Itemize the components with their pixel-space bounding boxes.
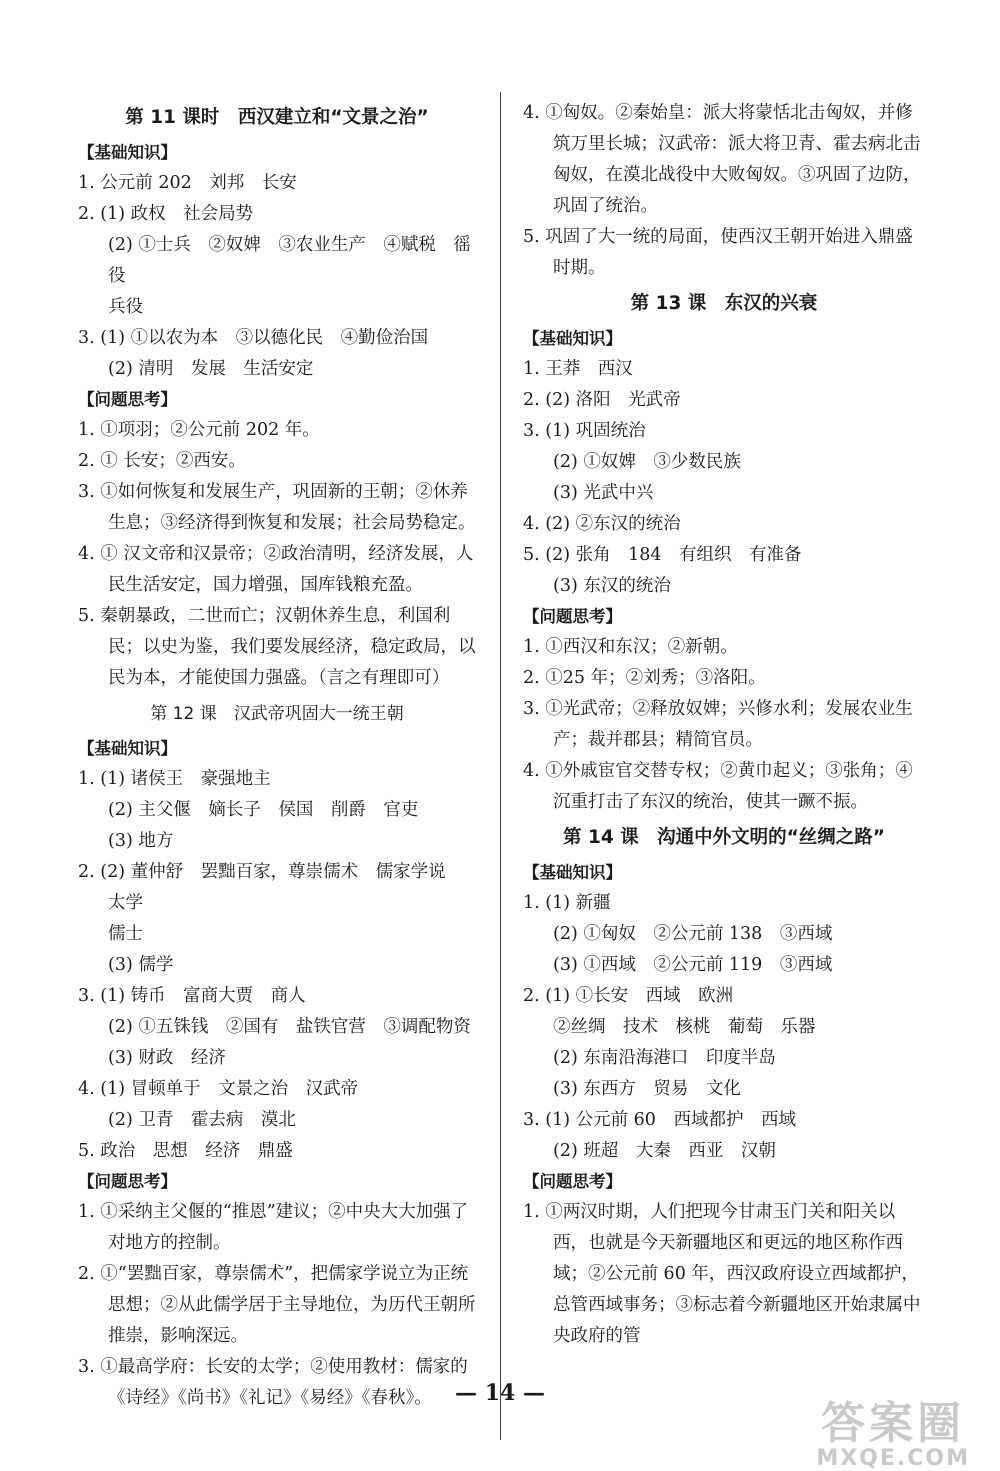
answer-line: 3. ①如何恢复和发展生产，巩固新的王朝；②休养生息；③经济得到恢复和发展；社会局势稳定。	[78, 482, 476, 533]
answer-line: 3. (1) 巩固统治	[523, 421, 646, 441]
page-number: — 14 —	[455, 1380, 545, 1406]
answer-line: (2) 班超 大秦 西亚 汉朝	[553, 1141, 776, 1161]
answer-line: (3) 地方	[108, 831, 174, 851]
answer-line: 1. (1) 新疆	[523, 893, 611, 913]
section-heading: 【基础知识】	[523, 863, 622, 882]
answer-line: (3) 光武中兴	[553, 483, 654, 503]
answer-line: (2) 东南沿海港口 印度半岛	[553, 1048, 776, 1068]
answer-line: (2) ①奴婢 ③少数民族	[553, 452, 741, 472]
column-divider	[500, 92, 501, 1440]
section-heading: 【问题思考】	[78, 390, 177, 409]
answer-line: (2) ①五铢钱 ②国有 盐铁官营 ③调配物资	[108, 1017, 471, 1037]
section-heading: 【基础知识】	[78, 143, 177, 162]
answer-line: (3) 东西方 贸易 文化	[553, 1079, 741, 1099]
answer-line: 5. 政治 思想 经济 鼎盛	[78, 1141, 293, 1161]
right-column	[523, 98, 925, 1352]
watermark-title: 答案圈	[821, 1398, 966, 1449]
answer-line: 3. (1) 公元前 60 西域都护 西域	[523, 1110, 796, 1130]
left-column	[78, 98, 476, 1414]
answer-line: 2. ①25 年；②刘秀；③洛阳。	[523, 668, 766, 688]
lesson-title: 第 13 课 东汉的兴衰	[630, 293, 818, 314]
answer-line: (3) 东汉的统治	[553, 576, 671, 596]
answer-line: 5. 秦朝暴政，二世而亡；汉朝休养生息，利国利民；以史为鉴，我们要发展经济，稳定政局，以民为本，才能使国力强盛。（言之有理即可）	[78, 606, 476, 688]
answer-line: 4. (1) 冒顿单于 文景之治 汉武帝	[78, 1079, 359, 1099]
answer-line: 2. ①“罢黜百家，尊崇儒术”，把儒家学说立为正统思想；②从此儒学居于主导地位，为历代王朝所推崇，影响深远。	[78, 1264, 476, 1346]
answer-line: 5. 巩固了大一统的局面，使西汉王朝开始进入鼎盛时期。	[523, 227, 913, 278]
answer-line: 1. ①采纳主父偃的“推恩”建议；②中央大大加强了对地方的控制。	[78, 1202, 469, 1253]
answer-line: 4. (2) ②东汉的统治	[523, 514, 681, 534]
answer-line: ②丝绸 技术 核桃 葡萄 乐器	[553, 1017, 816, 1037]
answer-line: (2) 主父偃 嫡长子 侯国 削爵 官吏	[108, 800, 419, 820]
answer-line: 3. (1) 铸币 富商大贾 商人	[78, 986, 306, 1006]
answer-line: 兵役	[108, 297, 143, 317]
lesson-title: 第 11 课时 西汉建立和“文景之治”	[125, 107, 429, 128]
answer-line: 4. ① 汉文帝和汉景帝；②政治清明，经济发展，人民生活安定，国力增强，国库钱粮充盈。	[78, 544, 474, 595]
answer-line: 2. (2) 洛阳 光武帝	[523, 390, 681, 410]
answer-line: 4. ①外戚宦官交替专权；②黄巾起义；③张角；④沉重打击了东汉的统治，使其一蹶不振。	[523, 761, 913, 812]
answer-line: 4. ①匈奴。②秦始皇：派大将蒙恬北击匈奴，并修筑万里长城；汉武帝：派大将卫青、霍去病北击匈奴，在漠北战役中大败匈奴。③巩固了边防，巩固了统治。	[523, 103, 921, 216]
answer-line: 3. ①最高学府：长安的太学；②使用教材：儒家的《诗经》《尚书》《礼记》《易经》《春秋》。	[78, 1357, 468, 1408]
answer-line: 儒士	[108, 924, 143, 944]
answer-line: 1. ①项羽；②公元前 202 年。	[78, 420, 320, 440]
answer-line: 5. (2) 张角 184 有组织 有准备	[523, 545, 802, 565]
watermark-logo	[816, 1398, 970, 1471]
answer-line: (3) ①西域 ②公元前 119 ③西域	[553, 955, 833, 975]
section-heading: 【问题思考】	[523, 607, 622, 626]
answer-line: 3. ①光武帝；②释放奴婢；兴修水利；发展农业生产；裁并郡县；精简官员。	[523, 699, 913, 750]
answer-line: 2. ① 长安；②西安。	[78, 451, 246, 471]
answer-line: (3) 财政 经济	[108, 1048, 226, 1068]
answer-line: 3. (1) ①以农为本 ③以德化民 ④勤俭治国	[78, 328, 429, 348]
answer-line: (2) ①士兵 ②奴婢 ③农业生产 ④赋税 徭役	[108, 235, 471, 286]
answer-line: (2) 卫青 霍去病 漠北	[108, 1110, 296, 1130]
answer-line: (2) 清明 发展 生活安定	[108, 359, 314, 379]
answer-line: 1. ①西汉和东汉；②新朝。	[523, 637, 738, 657]
section-heading: 【基础知识】	[78, 739, 177, 758]
watermark-url: MXQE.COM	[816, 1446, 970, 1471]
answer-line: 2. (2) 董仲舒 罢黜百家，尊崇儒术 儒家学说 太学	[78, 862, 464, 913]
answer-line: (2) ①匈奴 ②公元前 138 ③西域	[553, 924, 833, 944]
answer-line: 2. (1) ①长安 西域 欧洲	[523, 986, 734, 1006]
answer-line: 2. (1) 政权 社会局势	[78, 204, 254, 224]
answer-line: 1. ①两汉时期，人们把现今甘肃玉门关和阳关以西，也就是今天新疆地区和更远的地区称作西域；②公元前 60 年，西汉政府设立西域都护，总管西域事务；③标志着今新疆地区开始隶属中央政府的管	[523, 1202, 921, 1346]
answer-line: 1. 公元前 202 刘邦 长安	[78, 173, 297, 193]
lesson-title: 第 12 课 汉武帝巩固大一统王朝	[150, 704, 404, 724]
answer-line: 1. (1) 诸侯王 豪强地主	[78, 769, 271, 789]
section-heading: 【问题思考】	[523, 1172, 622, 1191]
section-heading: 【基础知识】	[523, 329, 622, 348]
section-heading: 【问题思考】	[78, 1172, 177, 1191]
lesson-title: 第 14 课 沟通中外文明的“丝绸之路”	[563, 827, 885, 848]
answer-line: (3) 儒学	[108, 955, 174, 975]
answer-line: 1. 王莽 西汉	[523, 359, 633, 379]
